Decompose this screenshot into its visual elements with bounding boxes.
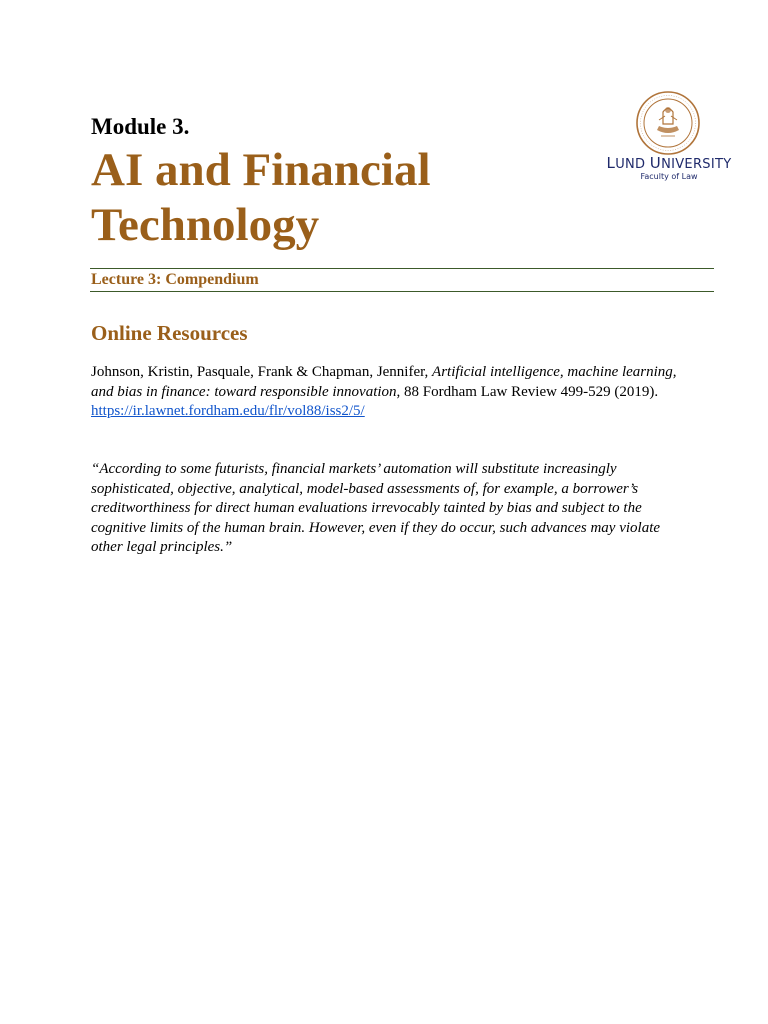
section-heading: Online Resources [91,321,248,345]
faculty-name: Faculty of Law [640,172,698,181]
document-title: AI and Financial Technology [91,144,431,251]
university-name: LUND UNIVERSITY [606,154,732,172]
citation-source: , 88 Fordham Law Review 499-529 (2019). [396,383,659,400]
lund-university-logo [600,90,740,185]
lecture-label: Lecture 3: Compendium [91,271,259,288]
citation-authors: Johnson, Kristin, Pasquale, Frank & Chapman, Jennifer, [91,364,433,380]
citation-link[interactable]: https://ir.lawnet.fordham.edu/flr/vol88/iss2/5/ [91,403,365,419]
quote-paragraph: “According to some futurists, financial markets’ automation will substitute increasingly sophisticated, objective, analytical, model-based assessments of, for example, a borrower’s creditworthiness for direct human evaluations irrevocably tainted by bias and subject to the cognitive limits of the human brain. However, even if they do occur, such advances may violate other legal principles.” [91,461,661,555]
top-divider [90,268,714,269]
citation [91,363,681,422]
lund-university-seal-icon [635,90,701,156]
bottom-divider [90,291,714,292]
citation-title: Artificial intelligence, machine learning, and bias in finance: toward responsible innovation [91,364,677,400]
module-label: Module 3. [91,114,190,139]
